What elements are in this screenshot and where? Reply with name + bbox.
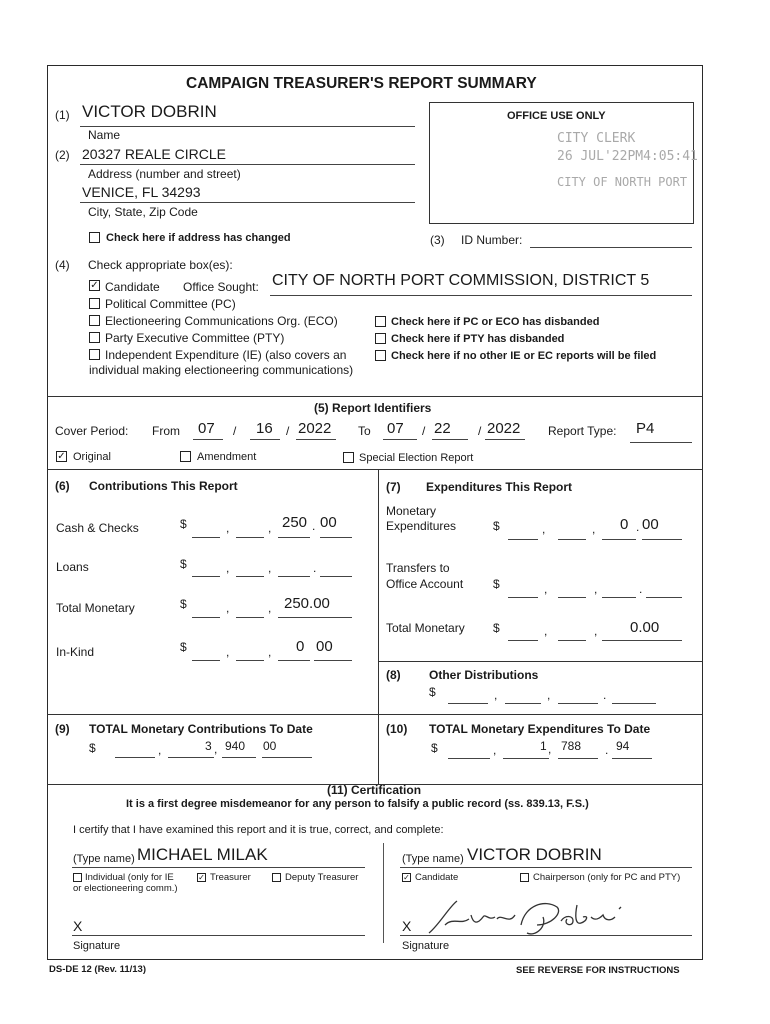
name-value[interactable]: VICTOR DOBRIN [82,102,217,121]
comma: , [594,624,598,638]
eco-label: Electioneering Communications Org. (ECO) [105,314,338,328]
street-label: Address (number and street) [88,167,241,181]
see-reverse: SEE REVERSE FOR INSTRUCTIONS [516,965,680,976]
pc-disbanded-label: Check here if PC or ECO has disbanded [391,316,600,328]
address-changed-label: Check here if address has changed [106,232,291,244]
city-label: City, State, Zip Code [88,205,198,219]
contributions-title: Contributions This Report [89,479,238,493]
dollar-sign: $ [493,519,500,533]
report-type-label: Report Type: [548,424,617,438]
pty-disbanded-checkbox[interactable] [375,333,386,344]
cover-period-label: Cover Period: [55,424,129,438]
cash-checks-label: Cash & Checks [56,521,139,535]
section-10-number: (10) [386,722,408,736]
date-slash: / [422,424,426,438]
pty-label: Party Executive Committee (PTY) [105,331,285,345]
total-monetary-label: Total Monetary [56,601,135,615]
comma: , [494,688,498,702]
office-use-title: OFFICE USE ONLY [507,110,606,122]
name-label: Name [88,128,121,142]
report-type-value[interactable]: P4 [636,420,655,437]
decimal-point: . [313,561,317,575]
candidate-cert-label: Candidate [415,872,459,883]
form-title: CAMPAIGN TREASURER'S REPORT SUMMARY [186,75,537,92]
total-monetary-value[interactable]: 250.00 [284,595,330,612]
comma: , [544,624,548,638]
total-expenditures-units[interactable]: 788 [561,739,582,753]
comma: , [592,522,596,536]
comma: , [594,582,598,596]
section-8-number: (8) [386,668,401,682]
individual-label-2: or electioneering comm.) [73,883,178,894]
comma: , [542,522,546,536]
decimal-point: . [636,520,640,534]
section-6-number: (6) [55,479,70,493]
individual-checkbox[interactable] [73,873,82,882]
misdemeanor-warning: It is a first degree misdemeanor for any person to falsify a public record (ss. 839.13, F.S.) [126,798,589,810]
date-slash: / [478,424,482,438]
comma: , [268,561,272,575]
date-slash: / [233,424,237,438]
candidate-checkbox[interactable]: ✓ [90,280,99,291]
total-expenditures-cents[interactable]: 94 [616,739,630,753]
dollar-sign: $ [180,640,187,654]
monetary-expenditures-dollars[interactable]: 0 [620,516,629,533]
expenditures-title: Expenditures This Report [426,480,573,494]
comma: , [493,743,497,757]
to-label: To [358,424,371,438]
comma: , [214,742,218,756]
section-2-number: (2) [55,148,70,162]
treasurer-name[interactable]: MICHAEL MILAK [137,845,268,864]
individual-label: Individual (only for IE [85,872,174,883]
comma: , [158,743,162,757]
monetary-label: Monetary [386,504,437,518]
signature-x-left: X [73,918,83,934]
type-name-label-right: (Type name) [402,853,464,865]
to-month[interactable]: 07 [387,420,404,437]
eco-checkbox[interactable] [89,315,100,326]
decimal-point: . [605,743,609,757]
in-kind-cents[interactable]: 00 [316,638,333,655]
candidate-cert-checkbox[interactable]: ✓ [403,873,410,882]
signature-label-right: Signature [402,940,450,952]
id-number-label: ID Number: [461,233,523,247]
office-sought-label: Office Sought: [183,280,259,294]
treasurer-label: Treasurer [210,872,251,883]
total-contributions-thousands[interactable]: 3 [205,739,212,753]
date-slash: / [286,424,290,438]
comma: , [226,601,230,615]
section-3-number: (3) [430,233,445,247]
signature-x-right: X [402,918,412,934]
decimal-point: . [603,688,607,702]
form-number: DS-DE 12 (Rev. 11/13) [49,964,146,975]
comma: , [544,582,548,596]
dollar-sign: $ [493,621,500,635]
section-7-number: (7) [386,480,401,494]
other-distributions-title: Other Distributions [429,668,539,682]
amendment-label: Amendment [197,451,257,463]
section-1-number: (1) [55,108,70,122]
section-9-number: (9) [55,722,70,736]
loans-label: Loans [56,560,89,574]
certify-statement: I certify that I have examined this report and it is true, correct, and complete: [73,824,444,836]
pty-checkbox[interactable] [89,332,100,343]
comma: , [268,645,272,659]
street-value[interactable]: 20327 REALE CIRCLE [82,146,226,162]
special-election-label: Special Election Report [359,452,474,464]
transfers-label: Transfers to [386,561,450,575]
to-day[interactable]: 22 [434,420,451,437]
comma: , [548,742,552,756]
special-election-checkbox[interactable] [343,452,354,463]
ie-label: Independent Expenditure (IE) (also covers an [105,348,347,362]
candidate-label: Candidate [105,280,160,294]
original-label: Original [73,451,111,463]
to-year[interactable]: 2022 [487,420,521,437]
total-monetary-exp-value[interactable]: 0.00 [630,619,660,636]
office-account-label: Office Account [386,577,464,591]
total-contributions-title: TOTAL Monetary Contributions To Date [89,722,313,736]
pc-checkbox[interactable] [89,298,100,309]
expenditures-label: Expenditures [386,519,457,533]
comma: , [226,645,230,659]
comma: , [268,521,272,535]
dollar-sign: $ [180,597,187,611]
total-monetary-exp-label: Total Monetary [386,621,465,635]
stamp-line-2: 26 JUL'22PM4:05:41 [557,149,698,164]
comma: , [226,561,230,575]
total-expenditures-thousands[interactable]: 1 [540,739,547,753]
signature-label-left: Signature [73,940,121,952]
candidate-name[interactable]: VICTOR DOBRIN [467,845,602,864]
section-5-title: (5) Report Identifiers [314,401,432,415]
comma: , [268,601,272,615]
cash-checks-dollars[interactable]: 250 [282,514,308,531]
dollar-sign: $ [429,685,436,699]
total-expenditures-title: TOTAL Monetary Expenditures To Date [429,722,651,736]
office-sought-value[interactable]: CITY OF NORTH PORT COMMISSION, DISTRICT 5 [272,272,650,289]
address-changed-checkbox[interactable] [89,232,100,243]
pty-disbanded-label: Check here if PTY has disbanded [391,333,565,345]
dollar-sign: $ [431,741,438,755]
pc-disbanded-checkbox[interactable] [375,316,386,327]
comma: , [226,521,230,535]
deputy-treasurer-checkbox[interactable] [272,873,281,882]
from-year[interactable]: 2022 [298,420,332,437]
pc-label: Political Committee (PC) [105,297,236,311]
from-day[interactable]: 16 [256,420,273,437]
ie-label-2: individual making electioneering communications) [89,363,354,377]
from-label: From [152,424,180,438]
chairperson-label: Chairperson (only for PC and PTY) [533,872,681,883]
ie-checkbox[interactable] [89,349,100,360]
stamp-line-3: CITY OF NORTH PORT [557,175,688,189]
dollar-sign: $ [89,741,96,755]
deputy-treasurer-label: Deputy Treasurer [285,872,359,883]
certification-title: (11) Certification [327,783,422,797]
decimal-point: . [639,582,643,596]
type-name-label-left: (Type name) [73,853,135,865]
dollar-sign: $ [180,517,187,531]
cash-checks-cents[interactable]: 00 [320,514,337,531]
in-kind-dollars[interactable]: 0 [296,638,305,655]
total-contributions-cents[interactable]: 00 [263,739,277,753]
original-checkbox[interactable]: ✓ [57,451,66,462]
dollar-sign: $ [180,557,187,571]
from-month[interactable]: 07 [198,420,215,437]
in-kind-label: In-Kind [56,645,95,659]
city-value[interactable]: VENICE, FL 34293 [82,184,201,200]
comma: , [547,688,551,702]
treasurer-checkbox[interactable]: ✓ [198,873,205,882]
monetary-expenditures-cents[interactable]: 00 [642,516,659,533]
no-more-reports-label: Check here if no other IE or EC reports will be filed [391,350,657,362]
amendment-checkbox[interactable] [180,451,191,462]
no-more-reports-checkbox[interactable] [375,350,386,361]
chairperson-checkbox[interactable] [520,873,529,882]
stamp-line-1: CITY CLERK [557,131,636,146]
section-4-number: (4) [55,258,70,272]
check-boxes-label: Check appropriate box(es): [88,258,233,272]
decimal-point: . [312,519,316,533]
total-contributions-units[interactable]: 940 [225,739,246,753]
dollar-sign: $ [493,577,500,591]
